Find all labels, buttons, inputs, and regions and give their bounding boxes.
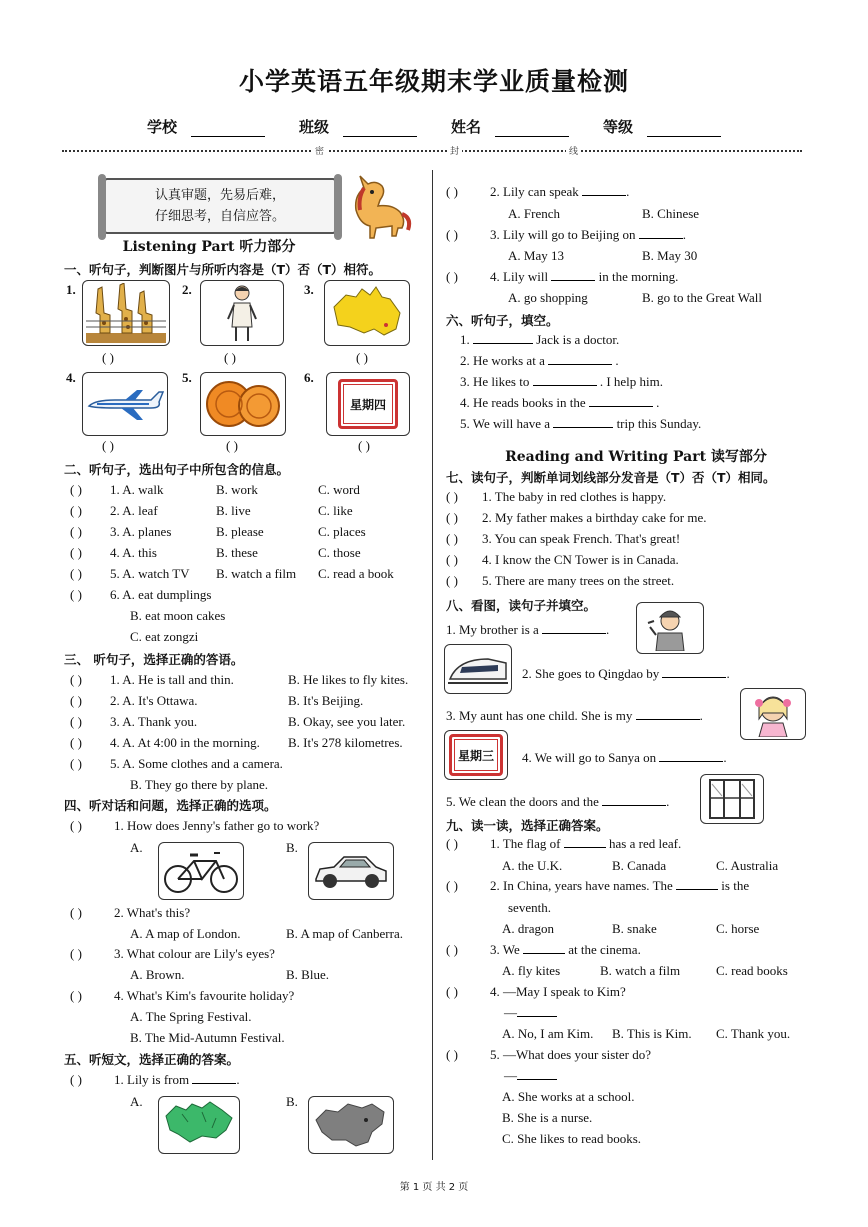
answer-parens[interactable]: ( ) (102, 350, 114, 365)
fill-sentence: 1. My brother is a . (446, 622, 610, 637)
section-9-title: 九、读一读，选择正确答案。 (446, 818, 609, 833)
answer-blank[interactable] (192, 1072, 236, 1084)
section-7-title: 七、读句子，判断单词划线部分发音是（T）否（T）相同。 (446, 470, 776, 485)
answer-parens[interactable]: ( ) (70, 503, 82, 518)
canada-map-picture (158, 1096, 240, 1154)
option-a: 4. A. At 4:00 in the morning. (110, 735, 260, 750)
option: B. Canada (612, 858, 667, 873)
answer-parens[interactable]: ( ) (70, 566, 82, 581)
question: ( ) 5. —What does your sister do? (446, 1047, 652, 1062)
option: A. Brown. (130, 967, 185, 982)
option: A. fly kites (502, 963, 561, 978)
motto-scroll (104, 178, 336, 234)
option-b: B. watch a film (216, 566, 297, 581)
answer-blank[interactable] (639, 227, 683, 239)
answer-blank[interactable] (636, 708, 700, 720)
option: A. the U.K. (502, 858, 563, 873)
question (70, 566, 190, 582)
question: ( ) 1. Lily is from . (70, 1072, 240, 1087)
question: ( ) 2. My father makes a birthday cake for me. (446, 510, 707, 525)
answer-parens[interactable]: ( ) (446, 552, 458, 567)
answer-parens[interactable]: ( ) (446, 531, 458, 546)
australia-map-picture (324, 280, 410, 346)
class-label: 班级 (298, 118, 329, 136)
option: B. eat moon cakes (130, 608, 226, 623)
option-c: C. read a book (318, 566, 394, 581)
option-label: A. (130, 1094, 143, 1109)
question: ( ) 1. The baby in red clothes is happy. (446, 489, 667, 504)
bicycle-icon (162, 847, 240, 895)
option-label: A. (130, 840, 143, 855)
option: B. go to the Great Wall (642, 290, 763, 305)
car-picture (308, 842, 394, 900)
item-number: 4. (66, 370, 76, 385)
horse-icon (346, 170, 412, 240)
answer-parens[interactable]: ( ) (70, 905, 82, 920)
option: B. watch a film (600, 963, 681, 978)
calendar-day: 星期四 (349, 397, 386, 412)
giraffes-picture (82, 280, 170, 346)
fill-sentence: 3. He likes to . I help him. (460, 374, 664, 389)
option: C. Thank you. (716, 1026, 791, 1041)
question: ( ) 4. —May I speak to Kim? (446, 984, 626, 999)
option-a: 2. A. It's Ottawa. (110, 693, 198, 708)
question (70, 545, 157, 561)
answer-parens[interactable]: ( ) (70, 714, 82, 729)
question (70, 482, 163, 498)
page-footer: 第 1 页 共 2 页 (399, 1182, 469, 1193)
map-icon (328, 285, 406, 341)
option-b: B. It's Beijing. (288, 693, 364, 708)
answer-parens[interactable]: ( ) (70, 988, 82, 1003)
question: ( ) 3. Lily will go to Beijing on . (446, 227, 687, 242)
answer-parens[interactable]: ( ) (446, 984, 458, 999)
answer-parens[interactable]: ( ) (70, 545, 82, 560)
option: C. Australia (716, 858, 779, 873)
answer-parens[interactable]: ( ) (446, 269, 458, 284)
answer-parens[interactable]: ( ) (446, 878, 458, 893)
option-a: 3. A. planes (110, 524, 172, 539)
section-6-title: 六、听句子，填空。 (446, 313, 559, 328)
school-label: 学校 (146, 118, 177, 136)
option: C. She likes to read books. (502, 1131, 642, 1146)
item-number: 2. (182, 282, 192, 297)
option: B. They go there by plane. (130, 777, 269, 792)
plane-picture (82, 372, 168, 436)
option-b: B. He likes to fly kites. (288, 672, 409, 687)
option-label: B. (286, 840, 298, 855)
answer-parens[interactable]: ( ) (356, 350, 368, 365)
option: A. She works at a school. (502, 1089, 635, 1104)
option-a: 6. A. eat dumplings (110, 587, 212, 602)
question: ( ) 4. I know the CN Tower is in Canada. (446, 552, 679, 567)
option-a: 2. A. leaf (110, 503, 158, 518)
question: ( ) 5. There are many trees on the street. (446, 573, 675, 588)
answer-blank[interactable] (548, 353, 612, 365)
seal-char: 封 (447, 144, 462, 157)
answer-blank[interactable] (533, 374, 597, 386)
plane-icon (85, 384, 165, 424)
grade-blank[interactable] (647, 121, 721, 137)
question (70, 503, 158, 519)
answer-line: — (504, 1068, 557, 1084)
question: ( ) 4. What's Kim's favourite holiday? (70, 988, 295, 1003)
option: C. eat zongzi (130, 629, 199, 644)
school-blank[interactable] (191, 121, 265, 137)
question: ( ) 2. Lily can speak . (446, 184, 630, 199)
fill-sentence: 3. My aunt has one child. She is my . (446, 708, 703, 723)
nurse-picture (200, 280, 284, 346)
answer-parens[interactable]: ( ) (70, 482, 82, 497)
seal-char: 线 (566, 144, 581, 157)
answer-parens[interactable]: ( ) (358, 438, 370, 453)
mooncakes-picture (200, 372, 286, 436)
answer-line: — (504, 1005, 557, 1021)
answer-parens[interactable]: ( ) (446, 573, 458, 588)
question: ( ) 3. We at the cinema. (446, 942, 641, 957)
answer-parens[interactable]: ( ) (70, 946, 82, 961)
map-icon (312, 1100, 390, 1150)
fill-sentence: 5. We clean the doors and the . (446, 794, 670, 809)
option-label: B. (286, 1094, 298, 1109)
answer-blank[interactable] (551, 269, 595, 281)
option-b: B. these (216, 545, 258, 560)
answer-parens[interactable]: ( ) (446, 942, 458, 957)
question (70, 672, 234, 688)
car-icon (312, 849, 390, 893)
option: A. May 13 (508, 248, 564, 263)
girl-picture (740, 688, 806, 740)
question (70, 714, 197, 730)
answer-parens[interactable]: ( ) (446, 489, 458, 504)
item-number: 6. (304, 370, 314, 385)
train-picture (444, 644, 512, 694)
option: C. read books (716, 963, 788, 978)
fill-sentence: 5. We will have a trip this Sunday. (460, 416, 702, 431)
option-c: C. places (318, 524, 366, 539)
nurse-icon (222, 283, 262, 343)
window-icon (706, 778, 758, 820)
section-1-title: 一、听句子，判断图片与所听内容是（T）否（T）相符。 (64, 262, 382, 277)
motto-line: 仔细思考，自信应答。 (154, 209, 285, 224)
mooncake-icon (203, 376, 283, 432)
option-b: B. live (216, 503, 251, 518)
option-c: C. those (318, 545, 361, 560)
name-blank[interactable] (495, 121, 569, 137)
option-c: C. word (318, 482, 360, 497)
question (70, 735, 260, 751)
section-2-title: 二、听句子，选出句子中所包含的信息。 (64, 462, 290, 477)
answer-blank[interactable] (523, 942, 565, 954)
answer-parens[interactable]: ( ) (70, 1072, 82, 1087)
option-a: 5. A. watch TV (110, 566, 190, 581)
question-continued: seventh. (508, 900, 551, 915)
class-blank[interactable] (343, 121, 417, 137)
calendar-day: 星期三 (457, 748, 494, 763)
option: A. go shopping (508, 290, 588, 305)
option: A. dragon (502, 921, 554, 936)
question (70, 756, 283, 772)
question: ( ) 1. How does Jenny's father go to work? (70, 818, 320, 833)
item-number: 5. (182, 370, 192, 385)
option: B. May 30 (642, 248, 698, 263)
answer-blank[interactable] (553, 416, 613, 428)
window-picture (700, 774, 764, 824)
answer-blank[interactable] (542, 622, 606, 634)
option: A. The Spring Festival. (130, 1009, 252, 1024)
option: B. snake (612, 921, 657, 936)
option-a: 3. A. Thank you. (110, 714, 198, 729)
answer-parens[interactable]: ( ) (446, 1047, 458, 1062)
calendar-wednesday-picture (444, 730, 508, 780)
section-5-title: 五、听短文，选择正确的答案。 (64, 1052, 240, 1067)
answer-parens[interactable]: ( ) (226, 438, 238, 453)
grade-label: 等级 (603, 118, 634, 136)
question (70, 587, 211, 603)
section-8-title: 八、看图，读句子并填空。 (446, 598, 597, 613)
answer-blank[interactable] (564, 836, 606, 848)
answer-parens[interactable]: ( ) (446, 227, 458, 242)
answer-blank[interactable] (676, 878, 718, 890)
option: C. horse (716, 921, 760, 936)
fill-sentence: 2. He works at a . (460, 353, 619, 368)
answer-blank[interactable] (602, 794, 666, 806)
question: ( ) 3. You can speak French. That's great! (446, 531, 681, 546)
column-divider (432, 170, 433, 1160)
question (70, 524, 171, 540)
option-a: 4. A. this (110, 545, 157, 560)
motto-line: 认真审题，先易后难， (154, 188, 285, 203)
answer-parens[interactable]: ( ) (70, 818, 82, 833)
answer-parens[interactable]: ( ) (70, 587, 82, 602)
map-icon (162, 1100, 236, 1150)
question: ( ) 3. What colour are Lily's eyes? (70, 946, 275, 961)
option-c: C. like (318, 503, 353, 518)
option-a: 1. A. He is tall and thin. (110, 672, 234, 687)
seal-line (62, 150, 802, 152)
name-label: 姓名 (451, 118, 482, 136)
mechanic-picture (636, 602, 704, 654)
answer-blank[interactable] (517, 1005, 557, 1017)
listening-heading: Listening Part 听力部分 (122, 239, 296, 255)
china-map-picture (308, 1096, 394, 1154)
option: B. She is a nurse. (502, 1110, 593, 1125)
option: B. A map of Canberra. (286, 926, 403, 941)
student-info (0, 116, 868, 137)
question (70, 693, 198, 709)
worker-icon (646, 605, 694, 651)
item-number: 3. (304, 282, 314, 297)
answer-blank[interactable] (517, 1068, 557, 1080)
question: ( ) 1. The flag of has a red leaf. (446, 836, 682, 851)
reading-writing-heading: Reading and Writing Part 读写部分 (505, 449, 767, 465)
answer-parens[interactable]: ( ) (70, 524, 82, 539)
calendar-icon (338, 379, 398, 429)
train-icon (448, 649, 508, 689)
answer-blank[interactable] (589, 395, 653, 407)
girl-icon (747, 691, 799, 737)
option-b: B. It's 278 kilometres. (288, 735, 403, 750)
answer-parens[interactable]: ( ) (446, 836, 458, 851)
answer-parens[interactable]: ( ) (70, 693, 82, 708)
fill-sentence: 4. He reads books in the . (460, 395, 660, 410)
giraffe-icon (86, 283, 166, 343)
question: ( ) 4. Lily will in the morning. (446, 269, 679, 284)
option: B. The Mid-Autumn Festival. (130, 1030, 285, 1045)
bike-picture (158, 842, 244, 900)
fill-sentence: 1. Jack is a doctor. (460, 332, 620, 347)
answer-parens[interactable]: ( ) (70, 735, 82, 750)
answer-parens[interactable]: ( ) (70, 672, 82, 687)
answer-blank[interactable] (662, 666, 726, 678)
item-number: 1. (66, 282, 76, 297)
answer-blank[interactable] (473, 332, 533, 344)
answer-blank[interactable] (582, 184, 626, 196)
option-a: 1. A. walk (110, 482, 164, 497)
option-b: B. work (216, 482, 258, 497)
answer-parens[interactable]: ( ) (446, 184, 458, 199)
option: A. No, I am Kim. (502, 1026, 594, 1041)
answer-parens[interactable]: ( ) (224, 350, 236, 365)
fill-sentence: 4. We will go to Sanya on . (522, 750, 727, 765)
answer-parens[interactable]: ( ) (446, 510, 458, 525)
option-b: B. please (216, 524, 264, 539)
calendar-thursday-picture (326, 372, 410, 436)
option: B. Chinese (642, 206, 700, 221)
option: A. French (508, 206, 560, 221)
option-b: B. Okay, see you later. (288, 714, 406, 729)
option-a: 5. A. Some clothes and a camera. (110, 756, 283, 771)
seal-char: 密 (312, 144, 327, 157)
fill-sentence: 2. She goes to Qingdao by . (522, 666, 730, 681)
calendar-icon (449, 734, 503, 776)
answer-parens[interactable]: ( ) (102, 438, 114, 453)
option: A. A map of London. (130, 926, 241, 941)
answer-blank[interactable] (659, 750, 723, 762)
question: ( ) 2. What's this? (70, 905, 191, 920)
answer-parens[interactable]: ( ) (70, 756, 82, 771)
option: B. This is Kim. (612, 1026, 692, 1041)
section-3-title: 三、 听句子，选择正确的答语。 (64, 652, 244, 667)
option: B. Blue. (286, 967, 329, 982)
section-4-title: 四、听对话和问题，选择正确的选项。 (64, 798, 277, 813)
question: ( ) 2. In China, years have names. The is the (446, 878, 750, 893)
page-title: 小学英语五年级期末学业质量检测 (238, 67, 629, 96)
